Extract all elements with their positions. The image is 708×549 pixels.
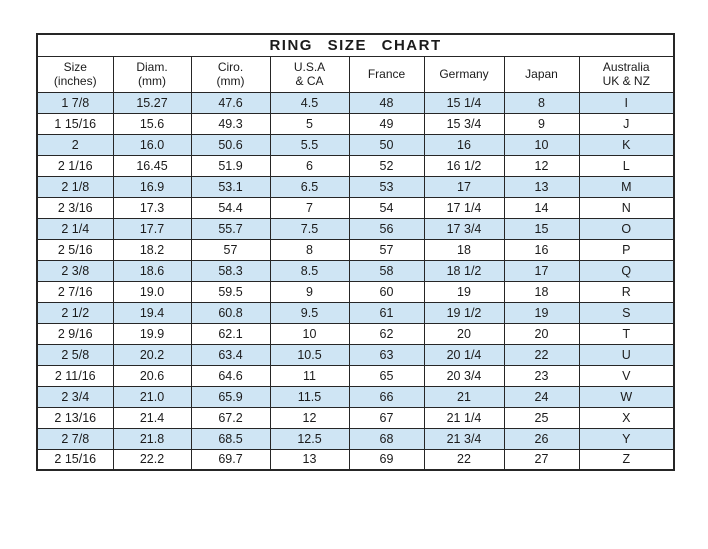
table-cell: 27 [504,449,579,470]
table-row [37,386,674,407]
table-cell: 55.7 [191,218,270,239]
table-cell: 19.0 [113,281,191,302]
table-cell: 60 [349,281,424,302]
table-cell: 67 [349,407,424,428]
table-cell: 6.5 [270,176,349,197]
table-cell: 54 [349,197,424,218]
table-cell: 2 9/16 [37,323,113,344]
table-cell: 4.5 [270,92,349,113]
table-cell: 18.6 [113,260,191,281]
table-cell: 22 [504,344,579,365]
table-cell: 24 [504,386,579,407]
table-row [37,197,674,218]
table-cell: 9 [270,281,349,302]
column-header-line: France [367,66,406,81]
table-row [37,155,674,176]
table-cell: 53 [349,176,424,197]
table-cell: 9.5 [270,302,349,323]
table-cell: 9 [504,113,579,134]
table-cell: 15 3/4 [424,113,504,134]
table-cell: 2 15/16 [37,449,113,470]
table-cell: 52 [349,155,424,176]
table-cell: 51.9 [191,155,270,176]
table-cell: 12 [504,155,579,176]
table-cell: 16.0 [113,134,191,155]
table-cell: 1 7/8 [37,92,113,113]
table-cell: 2 1/4 [37,218,113,239]
table-cell: 19.4 [113,302,191,323]
table-cell: 69 [349,449,424,470]
table-cell: 21.0 [113,386,191,407]
table-cell: 61 [349,302,424,323]
table-cell: 65.9 [191,386,270,407]
table-cell: 68 [349,428,424,449]
column-header [270,56,349,92]
table-cell: 5.5 [270,134,349,155]
table-cell: 11 [270,365,349,386]
table-cell: 66 [349,386,424,407]
table-cell: 21 [424,386,504,407]
page-title: RING SIZE CHART [37,34,674,56]
table-row [37,260,674,281]
table-row [37,218,674,239]
table-cell: 2 3/8 [37,260,113,281]
table-cell: 2 [37,134,113,155]
column-header-line: Ciro. [217,59,244,74]
table-cell: 16 [424,134,504,155]
table-cell: 62.1 [191,323,270,344]
table-cell: 2 5/8 [37,344,113,365]
table-cell: 17 3/4 [424,218,504,239]
column-header [579,56,674,92]
table-cell: 8 [270,239,349,260]
table-row [37,134,674,155]
table-cell: I [579,92,674,113]
table-cell: 17.7 [113,218,191,239]
table-cell: 20.6 [113,365,191,386]
table-cell: 5 [270,113,349,134]
table-cell: 57 [349,239,424,260]
column-header-line: (inches) [53,74,97,88]
table-cell: 25 [504,407,579,428]
column-header [191,56,270,92]
table-cell: 67.2 [191,407,270,428]
table-cell: 13 [270,449,349,470]
table-cell: 65 [349,365,424,386]
table-cell: 12 [270,407,349,428]
table-cell: Q [579,260,674,281]
table-cell: 20 [424,323,504,344]
column-header-line: (mm) [216,74,245,88]
column-header-line: UK & NZ [602,74,650,88]
table-cell: 16 [504,239,579,260]
table-row [37,239,674,260]
column-header-line: Size [63,59,87,74]
table-cell: 21.8 [113,428,191,449]
table-cell: L [579,155,674,176]
table-cell: 10 [504,134,579,155]
table-cell: 17 [424,176,504,197]
table-cell: 15.6 [113,113,191,134]
table-cell: 2 1/2 [37,302,113,323]
table-row [37,176,674,197]
table-cell: U [579,344,674,365]
table-cell: 19.9 [113,323,191,344]
table-cell: 15 1/4 [424,92,504,113]
table-cell: 17 [504,260,579,281]
table-cell: 54.4 [191,197,270,218]
table-row [37,92,674,113]
table-cell: 18 1/2 [424,260,504,281]
column-header [37,56,113,92]
table-row [37,407,674,428]
table-cell: 16.9 [113,176,191,197]
table-cell: 16 1/2 [424,155,504,176]
table-cell: 18 [504,281,579,302]
table-row [37,344,674,365]
table-cell: 19 [424,281,504,302]
table-cell: 21.4 [113,407,191,428]
table-cell: 2 7/8 [37,428,113,449]
table-cell: 15.27 [113,92,191,113]
table-cell: 8 [504,92,579,113]
table-cell: 58 [349,260,424,281]
table-cell: 10 [270,323,349,344]
table-row [37,449,674,470]
table-cell: 20.2 [113,344,191,365]
table-cell: 16.45 [113,155,191,176]
table-cell: 21 3/4 [424,428,504,449]
table-cell: T [579,323,674,344]
table-cell: Y [579,428,674,449]
table-cell: 22.2 [113,449,191,470]
table-cell: 68.5 [191,428,270,449]
table-cell: 64.6 [191,365,270,386]
table-cell: 13 [504,176,579,197]
table-cell: V [579,365,674,386]
table-cell: O [579,218,674,239]
table-cell: 26 [504,428,579,449]
table-cell: K [579,134,674,155]
table-cell: 20 1/4 [424,344,504,365]
table-cell: W [579,386,674,407]
table-row [37,113,674,134]
table-cell: 23 [504,365,579,386]
table-cell: 2 1/16 [37,155,113,176]
table-cell: 14 [504,197,579,218]
table-cell: M [579,176,674,197]
table-cell: 2 13/16 [37,407,113,428]
table-row [37,323,674,344]
table-cell: 22 [424,449,504,470]
table-cell: 58.3 [191,260,270,281]
table-cell: 19 1/2 [424,302,504,323]
table-cell: 7 [270,197,349,218]
column-header [349,56,424,92]
table-cell: 2 3/4 [37,386,113,407]
table-cell: 48 [349,92,424,113]
table-cell: 47.6 [191,92,270,113]
table-cell: 49.3 [191,113,270,134]
table-cell: Z [579,449,674,470]
table-cell: 17.3 [113,197,191,218]
header-row [37,56,674,92]
column-header-line: Australia [602,59,650,74]
table-cell: 11.5 [270,386,349,407]
table-cell: X [579,407,674,428]
column-header-line: Germany [439,66,489,81]
table-cell: 20 [504,323,579,344]
table-row [37,428,674,449]
table-cell: N [579,197,674,218]
column-header-line: (mm) [138,74,166,88]
table-cell: 2 3/16 [37,197,113,218]
table-cell: 2 11/16 [37,365,113,386]
table-cell: 2 5/16 [37,239,113,260]
table-cell: 18.2 [113,239,191,260]
column-header-line: U.S.A [293,59,326,74]
table-cell: 12.5 [270,428,349,449]
table-cell: R [579,281,674,302]
table-row [37,281,674,302]
column-header-line: Japan [525,66,558,81]
table-cell: 1 15/16 [37,113,113,134]
table-cell: S [579,302,674,323]
table-cell: 63 [349,344,424,365]
column-header-line: & CA [295,74,324,88]
table-cell: 10.5 [270,344,349,365]
ring-size-table [36,33,675,471]
table-row [37,302,674,323]
table-row [37,365,674,386]
column-header [424,56,504,92]
column-header [113,56,191,92]
table-cell: 57 [191,239,270,260]
table-cell: 17 1/4 [424,197,504,218]
table-cell: 59.5 [191,281,270,302]
table-cell: 20 3/4 [424,365,504,386]
table-cell: 49 [349,113,424,134]
table-cell: 19 [504,302,579,323]
table-cell: 62 [349,323,424,344]
table-cell: 56 [349,218,424,239]
table-cell: 18 [424,239,504,260]
table-cell: P [579,239,674,260]
title-row [37,34,674,56]
table-cell: 2 1/8 [37,176,113,197]
table-cell: 21 1/4 [424,407,504,428]
table-cell: 2 7/16 [37,281,113,302]
column-header [504,56,579,92]
table-cell: 50 [349,134,424,155]
table-cell: 15 [504,218,579,239]
table-cell: 60.8 [191,302,270,323]
column-header-line: Diam. [136,59,168,74]
table-cell: 50.6 [191,134,270,155]
table-cell: 53.1 [191,176,270,197]
table-cell: 7.5 [270,218,349,239]
table-cell: 6 [270,155,349,176]
table-cell: 63.4 [191,344,270,365]
table-cell: 8.5 [270,260,349,281]
table-cell: 69.7 [191,449,270,470]
table-cell: J [579,113,674,134]
